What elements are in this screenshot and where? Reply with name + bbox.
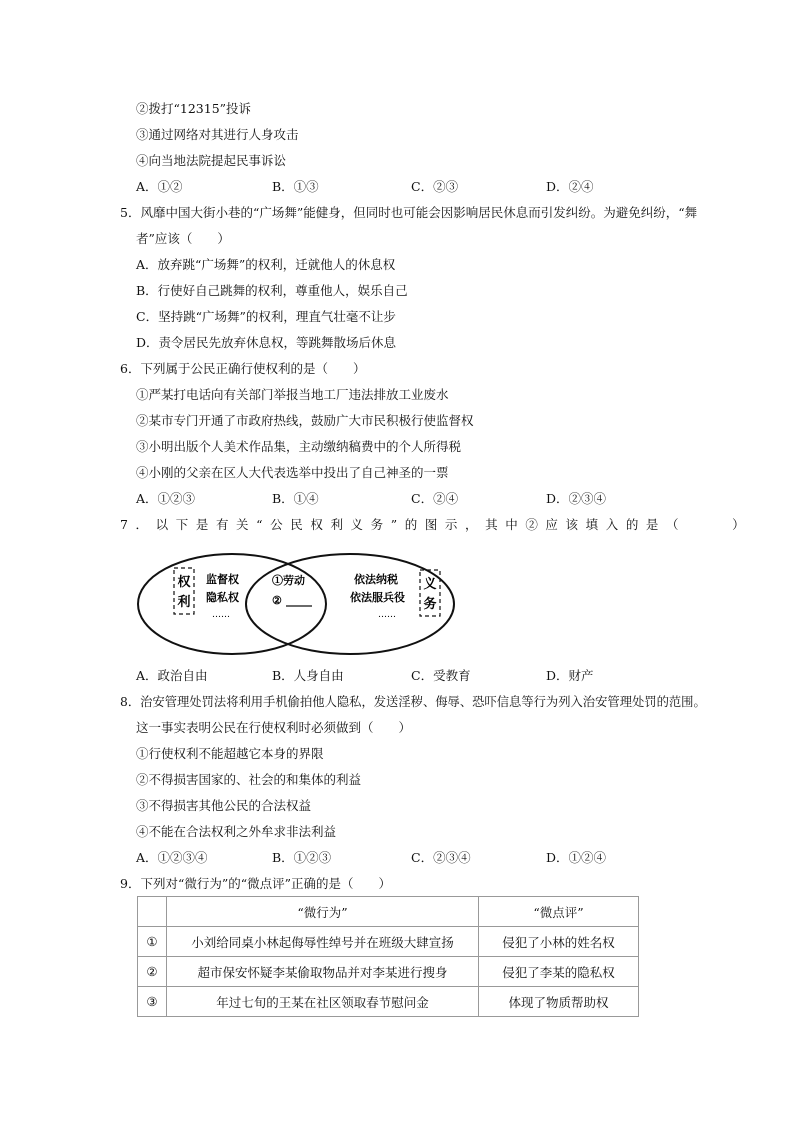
- q8-statement-4: ④不能在合法权利之外牟求非法利益: [136, 824, 337, 839]
- q7-options: [136, 667, 656, 685]
- q4-option-a[interactable]: A．①②: [136, 179, 183, 194]
- table-cell-comment: 侵犯了李某的隐私权: [479, 957, 639, 987]
- q8-option-a[interactable]: A．①②③④: [136, 850, 208, 865]
- q8-statement-3: ③不得损害其他公民的合法权益: [136, 798, 312, 813]
- overlap-item-blank-label: ②: [272, 594, 282, 607]
- table-cell-index: ②: [138, 957, 167, 987]
- q6-statement-1: ①严某打电话向有关部门举报当地工厂违法排放工业废水: [136, 387, 449, 402]
- q6-option-d[interactable]: D．②③④: [546, 491, 607, 506]
- table-cell-index: ③: [138, 987, 167, 1017]
- q5-option-c[interactable]: C．坚持跳“广场舞”的权利，理直气壮毫不让步: [136, 309, 396, 324]
- table-cell-comment: 侵犯了小林的姓名权: [479, 927, 639, 957]
- q5-option-d[interactable]: D．责令居民先放弃休息权，等跳舞散场后休息: [136, 335, 397, 350]
- q6-option-c[interactable]: C．②④: [411, 491, 459, 506]
- duties-item-military: 依法服兵役: [350, 591, 405, 604]
- q8-stem-line2: 这一事实表明公民在行使权利时必须做到（ ）: [136, 720, 412, 735]
- table-row: [138, 987, 639, 1017]
- q7-option-b[interactable]: B．人身自由: [272, 668, 344, 683]
- q7-option-c[interactable]: C．受教育: [411, 668, 471, 683]
- q7-stem-text: 7．以下是有关“公民权利义务”的图示，其中②应该填入的是（: [120, 517, 687, 532]
- q4-option-b[interactable]: B．①③: [272, 179, 319, 194]
- q5-option-a[interactable]: A．放弃跳“广场舞”的权利，迁就他人的休息权: [136, 257, 396, 272]
- q7-stem: [120, 516, 752, 534]
- q9-table: [137, 896, 639, 1017]
- table-header-behavior: “微行为”: [167, 897, 479, 927]
- q7-option-a[interactable]: A．政治自由: [136, 668, 208, 683]
- q7-stem-close: ）: [732, 517, 753, 532]
- q8-stem-line1: 8．治安管理处罚法将利用手机偷拍他人隐私，发送淫秽、侮辱、恐吓信息等行为列入治安管理处罚的范围。: [120, 695, 706, 709]
- q5-stem-line1: 5．风靡中国大街小巷的“广场舞”能健身，但同时也可能会因影响居民休息而引发纠纷。为避免纠纷，“舞: [120, 205, 698, 220]
- q5-stem-line2: 者”应该（ ）: [136, 231, 230, 246]
- table-cell-behavior: 小刘给同桌小林起侮辱性绰号并在班级大肆宣扬: [167, 927, 479, 957]
- q8-option-d[interactable]: D．①②④: [546, 850, 607, 865]
- q6-stem: 6．下列属于公民正确行使权利的是（ ）: [120, 361, 366, 376]
- table-header-comment: “微点评”: [479, 897, 639, 927]
- duties-label-char-2: 务: [423, 597, 437, 612]
- rights-label-char-1: 权: [177, 575, 191, 590]
- table-cell-index: ①: [138, 927, 167, 957]
- duties-item-ellipsis: ……: [378, 610, 396, 620]
- table-header-index: [138, 897, 167, 927]
- rights-item-supervision: 监督权: [206, 573, 239, 586]
- duties-item-tax: 依法纳税: [354, 573, 398, 586]
- rights-item-privacy: 隐私权: [206, 591, 239, 604]
- table-row: [138, 957, 639, 987]
- table-cell-behavior: 超市保安怀疑李某偷取物品并对李某进行搜身: [167, 957, 479, 987]
- q6-statement-3: ③小明出版个人美术作品集，主动缴纳稿费中的个人所得税: [136, 439, 462, 454]
- q4-option-d[interactable]: D．②④: [546, 179, 594, 194]
- overlap-item-labor: ①劳动: [272, 574, 305, 587]
- table-row: [138, 927, 639, 957]
- q6-option-a[interactable]: A．①②③: [136, 491, 196, 506]
- q8-statement-2: ②不得损害国家的、社会的和集体的利益: [136, 772, 362, 787]
- rights-duties-venn-diagram: [136, 550, 466, 665]
- table-header-row: [138, 897, 639, 927]
- q4-statement-2: ②拨打“12315”投诉: [136, 101, 252, 116]
- duties-label-char-1: 义: [423, 577, 437, 592]
- q8-option-c[interactable]: C．②③④: [411, 850, 471, 865]
- q6-statement-2: ②某市专门开通了市政府热线，鼓励广大市民积极行使监督权: [136, 413, 474, 428]
- q4-options: [136, 178, 656, 196]
- rights-label-char-2: 利: [177, 595, 191, 610]
- table-cell-behavior: 年过七旬的王某在社区领取春节慰问金: [167, 987, 479, 1017]
- q4-option-c[interactable]: C．②③: [411, 179, 459, 194]
- q6-option-b[interactable]: B．①④: [272, 491, 319, 506]
- q8-statement-1: ①行使权利不能超越它本身的界限: [136, 746, 324, 761]
- q6-statement-4: ④小刚的父亲在区人大代表选举中投出了自己神圣的一票: [136, 465, 449, 480]
- q9-stem: 9．下列对“微行为”的“微点评”正确的是（ ）: [120, 876, 392, 891]
- rights-ellipse: [138, 554, 326, 654]
- q8-option-b[interactable]: B．①②③: [272, 850, 332, 865]
- q4-statement-4: ④向当地法院提起民事诉讼: [136, 153, 287, 168]
- rights-item-ellipsis: ……: [212, 610, 230, 620]
- q6-options: [136, 490, 656, 508]
- q4-statement-3: ③通过网络对其进行人身攻击: [136, 127, 299, 142]
- q8-options: [136, 849, 656, 867]
- q7-option-d[interactable]: D．财产: [546, 668, 594, 683]
- table-cell-comment: 体现了物质帮助权: [479, 987, 639, 1017]
- q5-option-b[interactable]: B．行使好自己跳舞的权利，尊重他人，娱乐自己: [136, 283, 408, 298]
